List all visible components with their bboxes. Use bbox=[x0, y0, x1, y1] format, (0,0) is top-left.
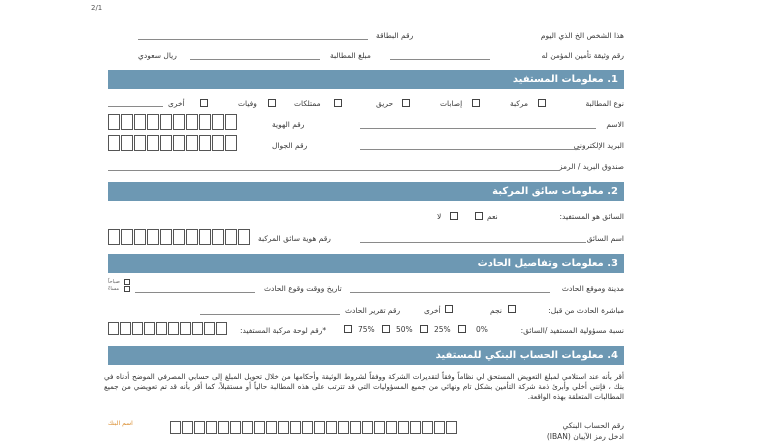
plate-label: *رقم لوحة مركبة المستفيد: bbox=[240, 326, 327, 335]
am-checkbox[interactable] bbox=[124, 279, 130, 285]
section-1-header: 1. معلومات المستفيد bbox=[108, 70, 624, 89]
liability-50-label: 50% bbox=[396, 325, 413, 334]
liability-75-checkbox[interactable] bbox=[344, 325, 352, 333]
type-checkbox-deaths[interactable] bbox=[268, 99, 276, 107]
email-line[interactable] bbox=[360, 149, 580, 150]
intro-dear-label: هذا الشخص الخ الذي اليوم bbox=[540, 31, 624, 40]
section-3-header: 3. معلومات وتفاصيل الحادث bbox=[108, 254, 624, 273]
liability-25-label: 25% bbox=[434, 325, 451, 334]
driver-name-label: اسم السائق bbox=[586, 234, 624, 243]
driver-id-label: رقم هوية سائق المركبة bbox=[258, 234, 331, 243]
currency-label: ريال سعودي bbox=[138, 51, 177, 60]
plate-boxes[interactable] bbox=[108, 322, 227, 335]
bank-declaration: أقر بأنه عند استلامي لمبلغ التعويض المستحق لي نظاماً وفقاً لتقديرات الشركة ووفقاً لشروط الوثيقة وأحكامها من خلال تحويل المبلغ إلى حسابي المصرفي الموضح أدناه في بنك ، فإنني أخلي وأبرئ ذمة شركة التأمين بشكل تام ونهائي من جميع المسؤوليات التي قد تترتب على هذه المطالبة حالياً أو مستقبلاً، كما أقر بأنه قد تم تعويضي من جميع المطالبات المتعلقة بهذه الواقعة. bbox=[104, 372, 624, 401]
ampm-options bbox=[108, 279, 132, 295]
accident-city-label: مدينة وموقع الحادث bbox=[561, 284, 624, 293]
iban-label: ادخل رمز الآيبان (IBAN) bbox=[546, 432, 624, 441]
liability-options bbox=[340, 325, 496, 335]
driver-id-boxes[interactable] bbox=[108, 229, 250, 245]
driver-yes-checkbox[interactable] bbox=[475, 212, 483, 220]
accident-datetime-label: تاريخ ووقت وقوع الحادث bbox=[264, 284, 342, 293]
type-checkbox-injuries[interactable] bbox=[472, 99, 480, 107]
accident-datetime-line[interactable] bbox=[135, 292, 255, 293]
report-number-line[interactable] bbox=[200, 314, 340, 315]
reported-by-label: مباشرة الحادث من قبل: bbox=[548, 306, 624, 315]
liability-0-checkbox[interactable] bbox=[458, 325, 466, 333]
type-label-fire: حريق bbox=[376, 99, 394, 108]
type-label-injuries: إصابات bbox=[440, 99, 463, 108]
other-type-line[interactable] bbox=[108, 106, 163, 107]
type-checkbox-other[interactable] bbox=[200, 99, 208, 107]
type-checkbox-vehicle[interactable] bbox=[538, 99, 546, 107]
policy-line[interactable] bbox=[390, 59, 490, 60]
report-number-label: رقم تقرير الحادث bbox=[345, 306, 401, 315]
driver-yes-label: نعم bbox=[487, 212, 498, 221]
id-label: رقم الهوية bbox=[272, 120, 305, 129]
id-boxes[interactable] bbox=[108, 114, 237, 130]
page-number: 2/1 bbox=[91, 4, 103, 12]
bank-account-label: رقم الحساب البنكي bbox=[562, 421, 624, 430]
liability-50-checkbox[interactable] bbox=[382, 325, 390, 333]
type-label-deaths: وفيات bbox=[238, 99, 257, 108]
driver-no-checkbox[interactable] bbox=[450, 212, 458, 220]
mobile-boxes[interactable] bbox=[108, 135, 237, 151]
type-label-vehicle: مركبة bbox=[510, 99, 529, 108]
pobox-line[interactable] bbox=[108, 170, 560, 171]
intro-card-number-label: رقم البطاقة bbox=[376, 31, 414, 40]
najm-label: نجم bbox=[490, 306, 502, 315]
type-checkbox-fire[interactable] bbox=[402, 99, 410, 107]
section-4-header: 4. معلومات الحساب البنكي للمستفيد bbox=[108, 346, 624, 365]
card-number-line[interactable] bbox=[138, 39, 368, 40]
type-label-property: ممتلكات bbox=[294, 99, 321, 108]
type-label-other: أخرى bbox=[168, 99, 185, 108]
liability-75-label: 75% bbox=[358, 325, 375, 334]
pm-label: مساءً bbox=[108, 286, 120, 292]
driver-is-beneficiary-label: السائق هو المستفيد: bbox=[559, 212, 624, 221]
iban-boxes[interactable] bbox=[170, 421, 457, 434]
amount-label: مبلغ المطالبة bbox=[330, 51, 371, 60]
pm-checkbox[interactable] bbox=[124, 286, 130, 292]
driver-no-label: لا bbox=[437, 212, 442, 221]
claim-type-options bbox=[108, 98, 578, 110]
type-checkbox-property[interactable] bbox=[334, 99, 342, 107]
name-line[interactable] bbox=[360, 128, 596, 129]
driver-name-line[interactable] bbox=[360, 242, 586, 243]
name-label: الاسم bbox=[606, 120, 624, 129]
policy-label: رقم وثيقة تأمين المؤمن له bbox=[541, 51, 624, 60]
pobox-label: صندوق البريد / الرمز bbox=[558, 162, 624, 171]
mobile-label: رقم الجوال bbox=[272, 141, 308, 150]
liability-25-checkbox[interactable] bbox=[420, 325, 428, 333]
reported-other-checkbox[interactable] bbox=[445, 305, 453, 313]
claim-type-label: نوع المطالبة bbox=[585, 99, 624, 108]
accident-city-line[interactable] bbox=[350, 292, 550, 293]
am-label: صباحاً bbox=[108, 279, 120, 285]
reported-other-label: أخرى bbox=[424, 306, 441, 315]
email-label: البريد الإلكتروني bbox=[573, 141, 624, 150]
bank-name-stamp: اسم البنك bbox=[108, 420, 133, 427]
liability-label: نسبة مسؤولية المستفيد /السائق: bbox=[520, 326, 624, 335]
section-2-header: 2. معلومات سائق المركبة bbox=[108, 182, 624, 201]
amount-line[interactable] bbox=[190, 59, 320, 60]
liability-0-label: 0% bbox=[476, 325, 488, 334]
najm-checkbox[interactable] bbox=[508, 305, 516, 313]
